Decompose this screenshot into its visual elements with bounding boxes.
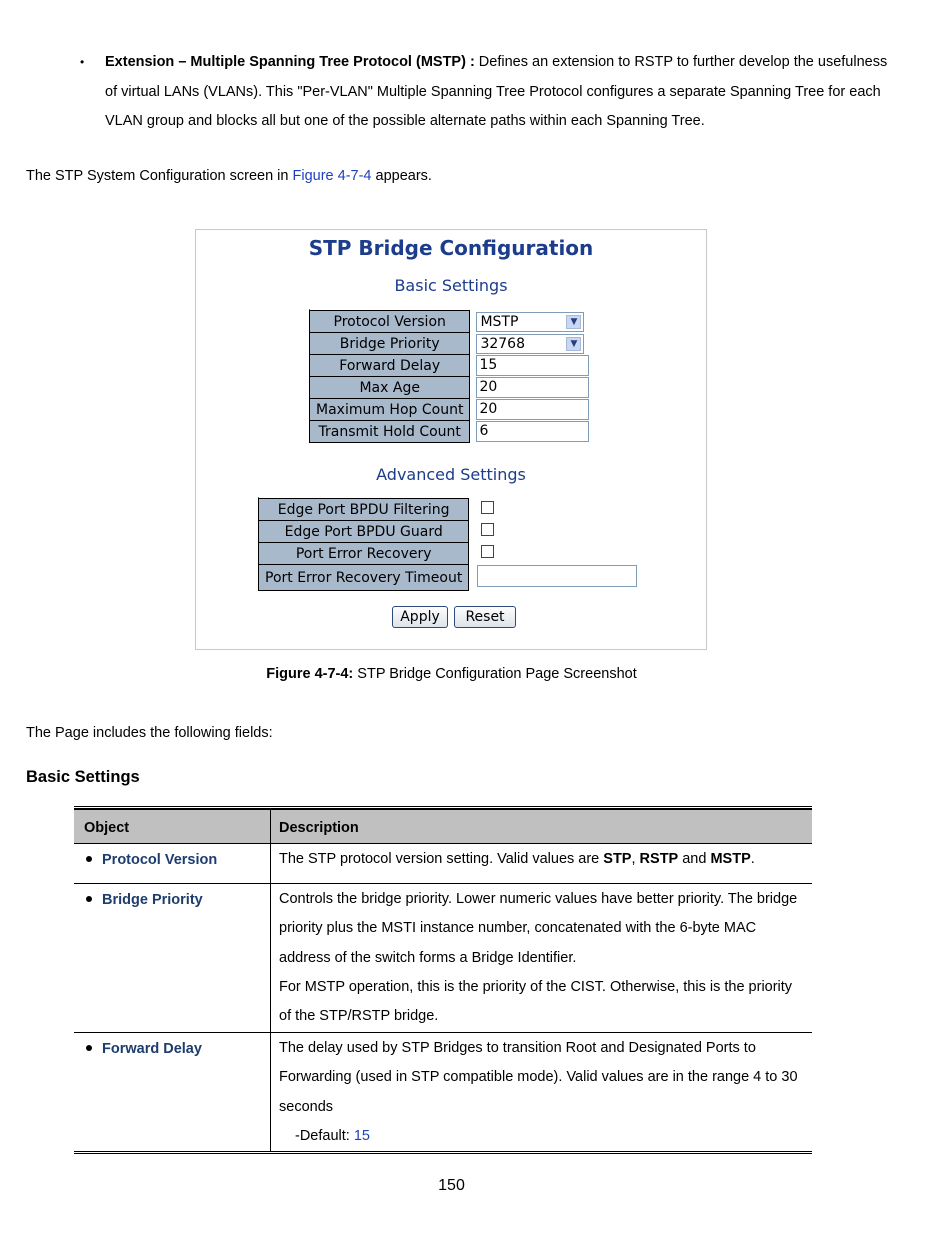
bpdu-filtering-label: Edge Port BPDU Filtering <box>259 499 469 521</box>
bullet-dot <box>86 856 92 862</box>
default-value-line: -Default: 15 <box>295 1127 370 1144</box>
port-error-recovery-label: Port Error Recovery <box>259 543 469 565</box>
mstp-title: Extension – Multiple Spanning Tree Protocol (MSTP) : <box>105 54 475 70</box>
figure-reference-line: The STP System Configuration screen in Figure 4-7-4 appears. <box>26 168 432 184</box>
fields-intro: The Page includes the following fields: <box>26 725 273 741</box>
max-hop-count-input[interactable]: 20 <box>476 399 589 420</box>
table-header <box>74 809 812 844</box>
object-description: The delay used by STP Bridges to transition Root and Designated Ports to Forwarding (used in STP compatible mode). Valid values are in the range 4 to 30 seconds -Default: 15 <box>271 1033 812 1151</box>
bpdu-guard-checkbox[interactable] <box>481 523 494 536</box>
page-number: 150 <box>438 1177 465 1194</box>
intro-paragraph <box>105 48 895 137</box>
bridge-priority-select[interactable]: 32768 ▼ <box>476 334 584 354</box>
forward-delay-label: Forward Delay <box>310 355 470 377</box>
section-heading: Basic Settings <box>26 768 140 786</box>
bridge-priority-label: Bridge Priority <box>310 333 470 355</box>
max-hop-count-label: Maximum Hop Count <box>310 399 470 421</box>
protocol-version-label: Protocol Version <box>310 311 470 333</box>
bpdu-guard-label: Edge Port BPDU Guard <box>259 521 469 543</box>
max-age-input[interactable]: 20 <box>476 377 589 398</box>
bullet-dot: • <box>80 55 85 69</box>
table-row <box>74 844 812 884</box>
basic-settings-heading: Basic Settings <box>394 276 508 295</box>
port-error-recovery-checkbox[interactable] <box>481 545 494 558</box>
object-description-table <box>74 806 812 1154</box>
figure-caption: Figure 4-7-4: STP Bridge Configuration Page Screenshot <box>266 666 637 682</box>
bullet-dot <box>86 896 92 902</box>
bullet-dot <box>86 1045 92 1051</box>
object-column-header: Object <box>74 810 271 843</box>
table-row <box>74 1033 812 1151</box>
max-age-label: Max Age <box>310 377 470 399</box>
object-description: Controls the bridge priority. Lower numeric values have better priority. The bridge priority plus the MSTI instance number, concatenated with the 6-byte MAC address of the switch forms a Bridge Identifier. For MSTP operation, this is the priority of the CIST. Otherwise, this is the priority of the STP/RSTP bridge. <box>279 891 798 1025</box>
description-column-header: Description <box>279 820 359 836</box>
object-description: The STP protocol version setting. Valid values are STP, RSTP and MSTP. <box>279 851 755 867</box>
transmit-hold-count-label: Transmit Hold Count <box>310 421 470 443</box>
recovery-timeout-label: Port Error Recovery Timeout <box>259 565 469 591</box>
object-name: Forward Delay <box>102 1041 202 1057</box>
figure-screenshot <box>195 229 707 650</box>
protocol-version-select[interactable]: MSTP ▼ <box>476 312 584 332</box>
recovery-timeout-input[interactable] <box>477 565 637 587</box>
object-name: Protocol Version <box>102 852 218 868</box>
advanced-settings-table <box>258 497 463 586</box>
bpdu-filtering-checkbox[interactable] <box>481 501 494 514</box>
mstp-description: Defines an extension to RSTP to further develop the usefulness of virtual LANs (VLANs). This "Per-VLAN" Multiple Spanning Tree Protocol configures a separate Spanning Tree for each VLAN group and blocks all but one of the possible alternate paths within each Spanning Tree. <box>105 54 888 129</box>
apply-button[interactable]: Apply <box>392 606 448 628</box>
object-name: Bridge Priority <box>102 892 203 908</box>
transmit-hold-count-input[interactable]: 6 <box>476 421 589 442</box>
chevron-down-icon[interactable]: ▼ <box>566 315 581 329</box>
advanced-settings-heading: Advanced Settings <box>376 465 526 484</box>
reset-button[interactable]: Reset <box>454 606 516 628</box>
basic-settings-table <box>309 309 578 440</box>
chevron-down-icon[interactable]: ▼ <box>566 337 581 351</box>
figure-link[interactable]: Figure 4-7-4 <box>292 168 372 184</box>
config-title: STP Bridge Configuration <box>308 236 594 260</box>
forward-delay-input[interactable]: 15 <box>476 355 589 376</box>
table-row <box>74 884 812 1033</box>
